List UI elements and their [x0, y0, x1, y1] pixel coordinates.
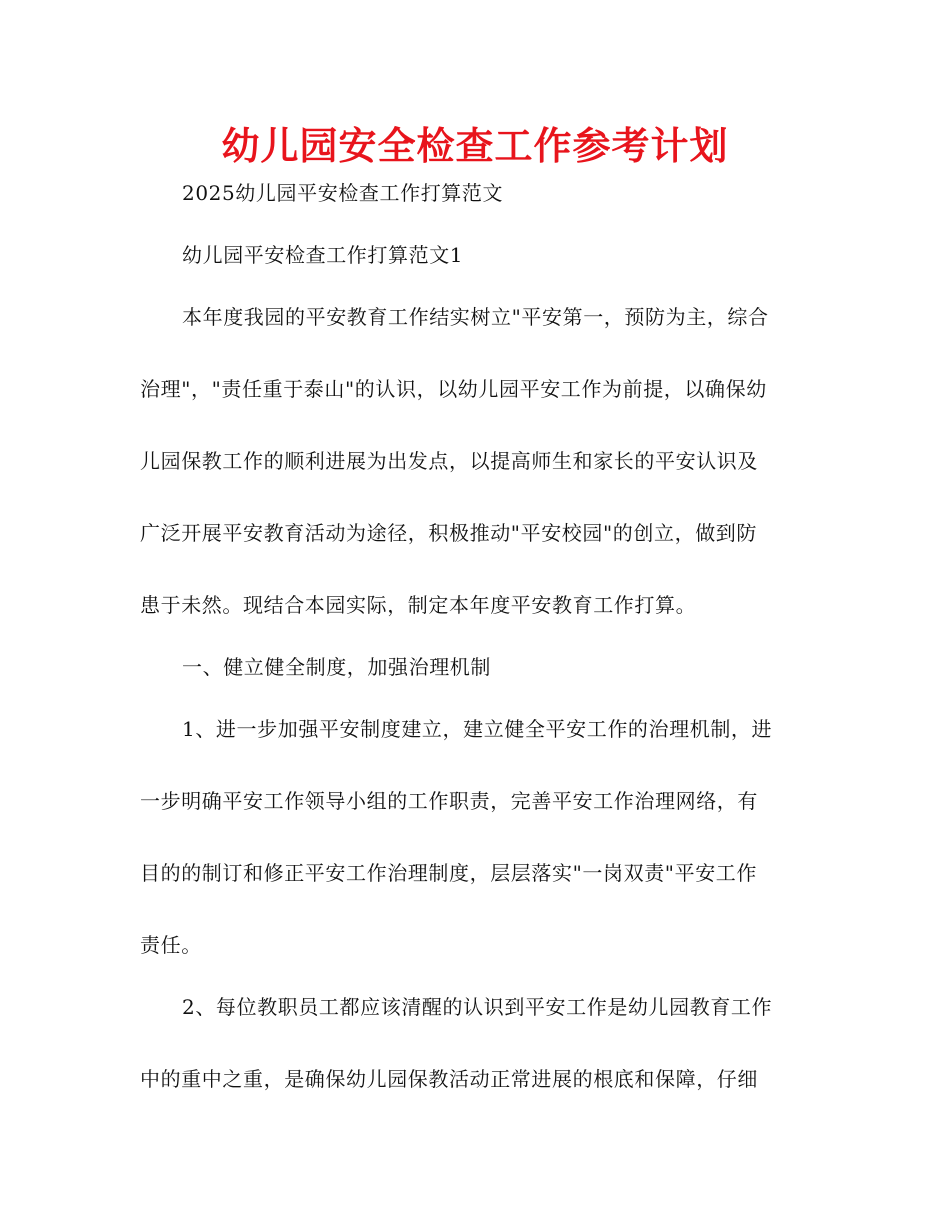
paragraph-line: 本年度我园的平安教育工作结实树立"平安第一，预防为主，综合 — [182, 305, 769, 329]
paragraph-line: 儿园保教工作的顺利进展为出发点，以提高师生和家长的平安认识及 — [140, 449, 758, 473]
paragraph-line: 患于未然。现结合本园实际，制定本年度平安教育工作打算。 — [140, 593, 697, 617]
section-heading: 幼儿园平安检查工作打算范文1 — [182, 243, 464, 267]
section-heading: 一、健立健全制度，加强治理机制 — [182, 655, 491, 679]
paragraph-line: 一步明确平安工作领导小组的工作职责，完善平安工作治理网络，有 — [140, 789, 758, 813]
document-title: 幼儿园安全检查工作参考计划 — [221, 124, 729, 168]
paragraph-line: 中的重中之重，是确保幼儿园保教活动正常进展的根底和保障，仔细 — [140, 1067, 758, 1091]
paragraph-line: 1、进一步加强平安制度建立，建立健全平安工作的治理机制，进 — [182, 717, 773, 741]
paragraph-line: 治理"，"责任重于泰山"的认识，以幼儿园平安工作为前提，以确保幼 — [140, 377, 767, 401]
paragraph-line: 2、每位教职员工都应该清醒的认识到平安工作是幼儿园教育工作 — [182, 995, 773, 1019]
paragraph-line: 责任。 — [140, 933, 202, 957]
paragraph-line: 目的的制订和修正平安工作治理制度，层层落实"一岗双责"平安工作 — [140, 861, 757, 885]
paragraph-line: 广泛开展平安教育活动为途径，积极推动"平安校园"的创立，做到防 — [140, 521, 757, 545]
subtitle-line: 2025幼儿园平安检查工作打算范文 — [182, 181, 504, 205]
